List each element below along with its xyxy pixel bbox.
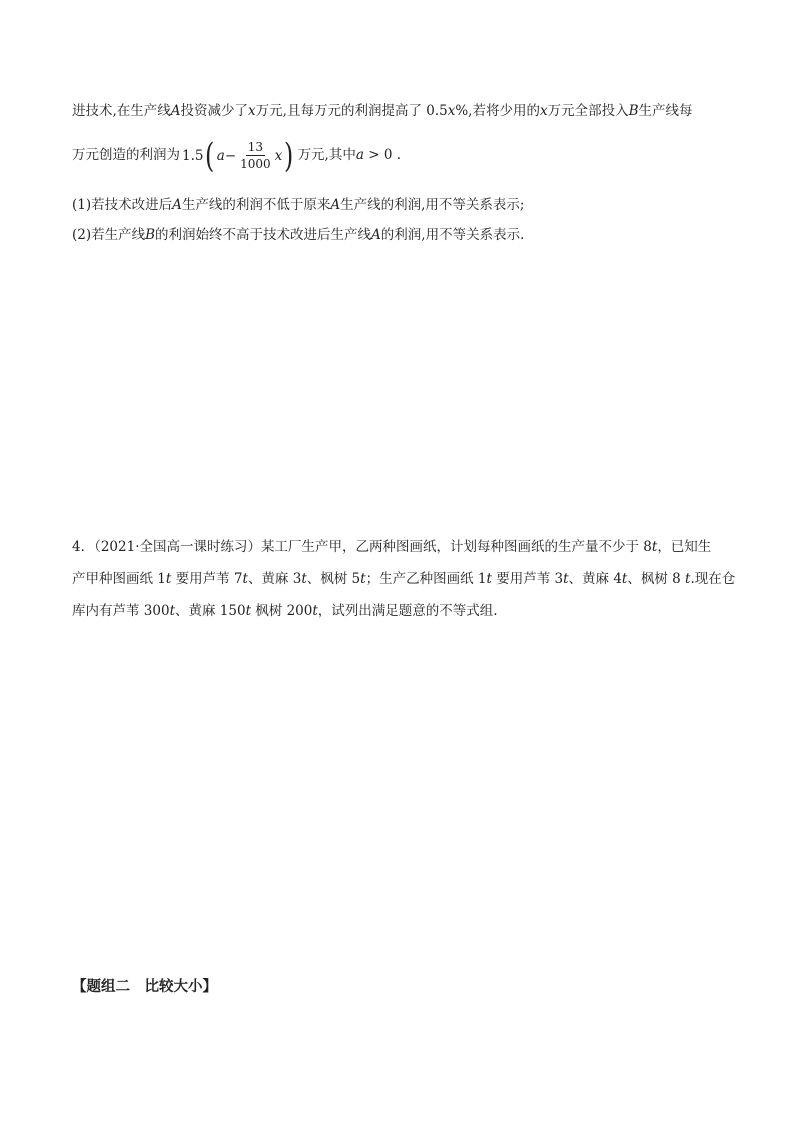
q3-line-2: 万元创造的利润为 1.5 ( a − $\frac{13}{1000}$ x ) 万元,其中a > 0 . xyxy=(72,135,401,176)
section-heading: 【题组二 比较大小】 xyxy=(72,979,217,995)
q4-line-1: 4．（2021·全国高一课时练习）某工厂生产甲，乙两种图画纸，计划每种图画纸的生产量不少于 8t，已知生 xyxy=(72,539,712,555)
q4-line-3: 库内有芦苇 300t、黄麻 150t 枫树 200t，试列出满足题意的不等式组. xyxy=(72,603,498,619)
q3-sub-question-1: (1)若技术改进后A生产线的利润不低于原来A生产线的利润,用不等关系表示; xyxy=(72,197,525,213)
q3-line-1: 进技术,在生产线A投资减少了x万元,且每万元的利润提高了 0.5x%,若将少用的x万元全部投入B生产线每 xyxy=(72,103,693,119)
profit-formula: 1.5 ( a − $\frac{13}{1000}$ x ) xyxy=(182,135,294,176)
fraction: $\frac{13}{1000}$ xyxy=(240,140,271,171)
right-paren: ) xyxy=(284,135,294,176)
left-paren: ( xyxy=(205,135,215,176)
q4-line-2: 产甲种图画纸 1t 要用芦苇 7t、黄麻 3t、枫树 5t；生产乙种图画纸 1t 要用芦苇 3t、黄麻 4t、枫树 8 t.现在仓 xyxy=(72,571,736,587)
q3-sub-question-2: (2)若生产线B的利润始终不高于技术改进后生产线A的利润,用不等关系表示. xyxy=(72,227,525,243)
